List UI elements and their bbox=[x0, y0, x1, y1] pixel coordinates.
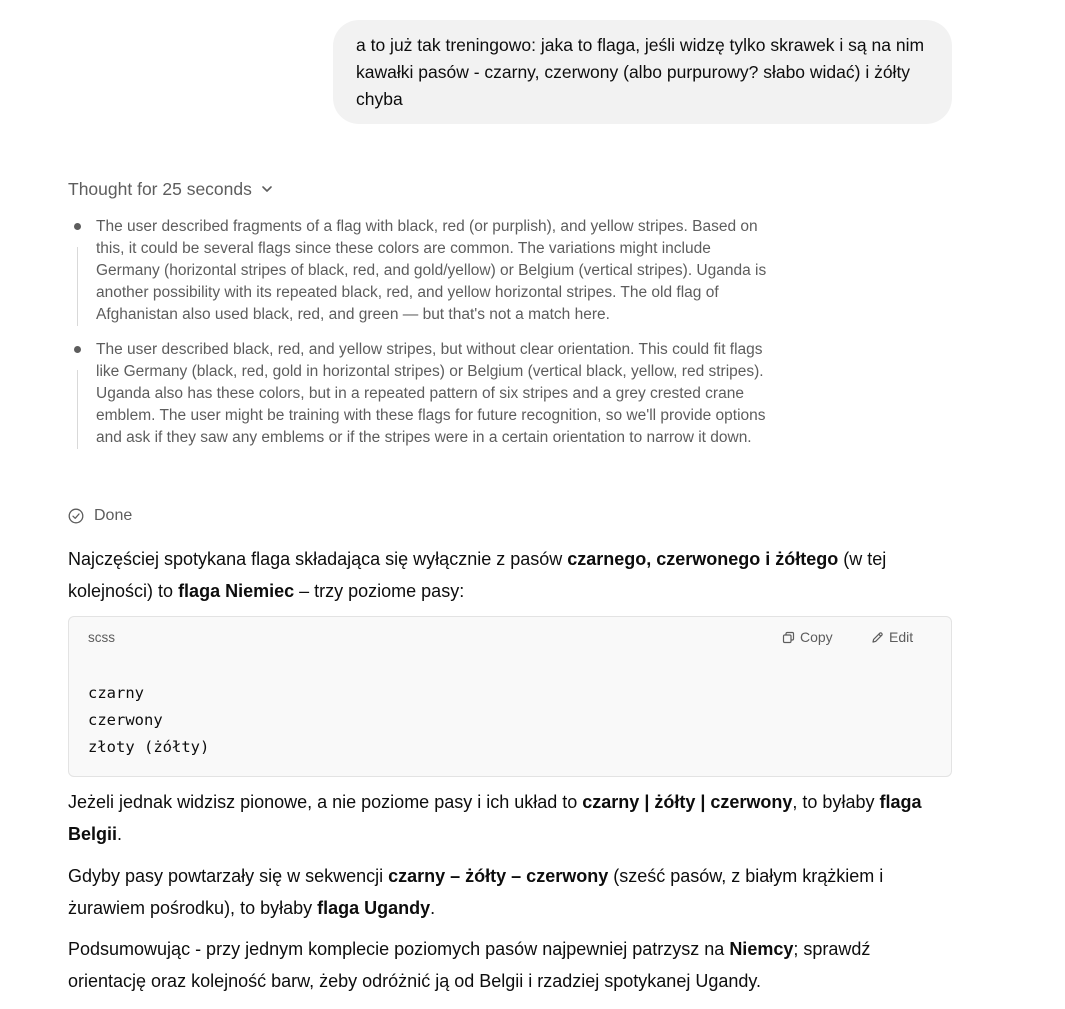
answer-bold: czarny | żółty | czerwony bbox=[582, 792, 793, 812]
code-line: czarny bbox=[88, 684, 144, 702]
answer-bold: flaga Niemiec bbox=[178, 581, 295, 601]
thought-rail bbox=[77, 247, 78, 326]
answer-paragraph bbox=[68, 786, 952, 850]
answer-bold: czarny – żółty – czerwony bbox=[388, 866, 609, 886]
answer-text: . bbox=[430, 898, 436, 918]
code-block bbox=[68, 616, 952, 777]
answer-text: , to byłaby bbox=[792, 792, 880, 812]
code-language-label: scss bbox=[88, 630, 115, 645]
thought-rail bbox=[77, 370, 78, 449]
answer-text: ; sprawdź orientację oraz kolejność barw, żeby odróżnić ją od Belgii i rzadziej spotykanej Ugandy. bbox=[68, 939, 871, 991]
thought-item bbox=[68, 216, 778, 326]
answer-bold: flaga Ugandy bbox=[317, 898, 431, 918]
answer-paragraph bbox=[68, 860, 952, 924]
thought-toggle[interactable] bbox=[68, 176, 274, 202]
copy-icon bbox=[782, 631, 795, 644]
code-content bbox=[88, 680, 209, 761]
edit-button[interactable] bbox=[871, 629, 913, 645]
answer-text: Jeżeli jednak widzisz pionowe, a nie poziome pasy i ich układ to bbox=[68, 792, 583, 812]
answer-text: . bbox=[117, 824, 123, 844]
edit-icon bbox=[871, 631, 884, 644]
code-line: złoty (żółty) bbox=[88, 738, 210, 756]
copy-button[interactable] bbox=[782, 629, 833, 645]
copy-label: Copy bbox=[800, 629, 833, 645]
chevron-down-icon bbox=[260, 182, 274, 196]
done-label: Done bbox=[94, 507, 133, 524]
answer-text: Najczęściej spotykana flaga składająca się wyłącznie z pasów bbox=[68, 549, 568, 569]
thought-item-text: The user described black, red, and yellow stripes, but without clear orientation. This could fit flags like Germany (black, red, gold in horizontal stripes) or Belgium (vertical black, yellow, red stripes). Uganda also has these colors, but in a repeated pattern of six stripes and a grey crested crane emblem. The user might be training with these flags for future recognition, so we'll provide options and ask if they saw any emblems or if the stripes were in a certain orientation to narrow it down. bbox=[96, 341, 766, 446]
thought-item-text: The user described fragments of a flag with black, red (or purplish), and yellow stripes. Based on this, it could be several flags since these colors are common. The variations might include Germany (horizontal stripes of black, red, and gold/yellow) or Belgium (vertical stripes). Uganda is another possibility with its repeated black, red, and yellow horizontal stripes. The old flag of Afghanistan also used black, red, and green — but that's not a match here. bbox=[96, 218, 767, 323]
bullet-icon bbox=[74, 223, 81, 230]
bullet-icon bbox=[74, 346, 81, 353]
user-message-bubble bbox=[333, 20, 952, 124]
answer-text: Gdyby pasy powtarzały się w sekwencji bbox=[68, 866, 389, 886]
answer-bold: Niemcy bbox=[729, 939, 794, 959]
thought-item bbox=[68, 339, 778, 449]
answer-text: Podsumowując - przy jednym komplecie poziomych pasów najpewniej patrzysz na bbox=[68, 939, 730, 959]
answer-text: – trzy poziome pasy: bbox=[294, 581, 465, 601]
thought-header-label: Thought for 25 seconds bbox=[68, 178, 252, 199]
user-message-text: a to już tak treningowo: jaka to flaga, jeśli widzę tylko skrawek i są na nim kawałki pasów - czarny, czerwony (albo purpurowy? słabo widać) i żółty chyba bbox=[356, 35, 925, 109]
answer-paragraph bbox=[68, 933, 952, 997]
answer-bold: flaga Belgii bbox=[68, 792, 922, 844]
code-line: czerwony bbox=[88, 711, 163, 729]
check-circle-icon bbox=[68, 508, 84, 524]
answer-paragraph bbox=[68, 543, 952, 607]
thought-list bbox=[68, 216, 778, 462]
answer-bold: czarnego, czerwonego i żółtego bbox=[567, 549, 839, 569]
edit-label: Edit bbox=[889, 629, 914, 645]
answer-text: (sześć pasów, z białym krążkiem i żurawiem pośrodku), to byłaby bbox=[68, 866, 884, 918]
answer-text: (w tej kolejności) to bbox=[68, 549, 887, 601]
thought-done-status bbox=[68, 507, 132, 525]
